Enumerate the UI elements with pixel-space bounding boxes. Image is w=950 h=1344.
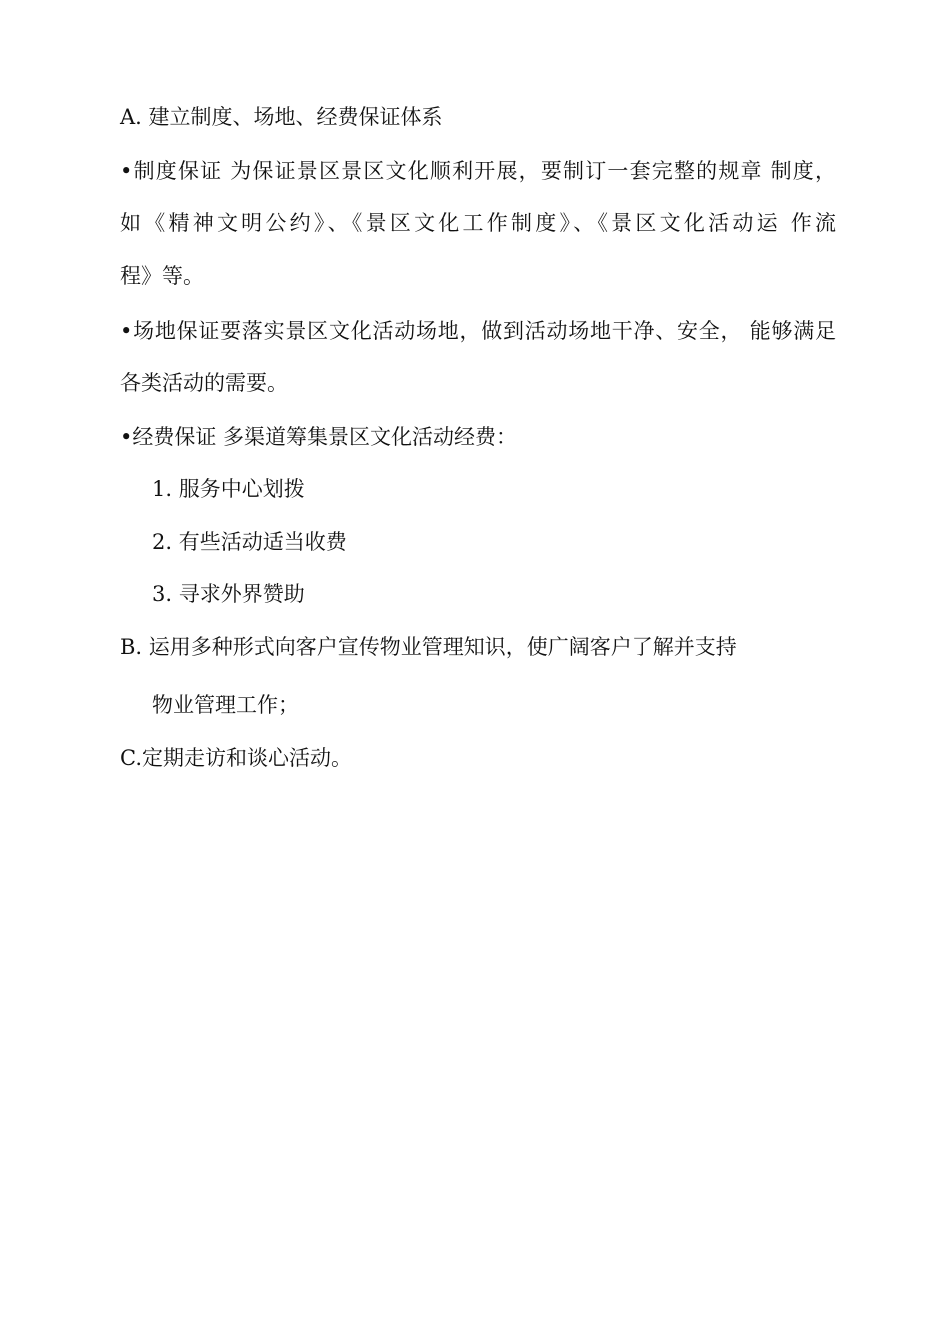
section-b-line-1: B. 运用多种形式向客户宣传物业管理知识，使广阔客户了解并支持 — [120, 635, 737, 659]
funding-item-2: 2. 有些活动适当收费 — [152, 530, 347, 554]
bullet-funding: •经费保证 多渠道筹集景区文化活动经费： — [120, 425, 518, 449]
section-b-line-2: 物业管理工作； — [152, 693, 299, 717]
section-a-heading: A. 建立制度、场地、经费保证体系 — [120, 105, 443, 129]
bullet-system-line-2: 如《精神文明公约》、《景区文化工作制度》、《景区文化活动运 作流 — [120, 211, 836, 235]
section-c-line: C.定期走访和谈心活动。 — [120, 746, 352, 770]
bullet-venue-line-1: •场地保证要落实景区文化活动场地，做到活动场地干净、安全， 能够满足 — [120, 319, 836, 343]
bullet-system-line-1: •制度保证 为保证景区景区文化顺利开展，要制订一套完整的规章 制度， — [120, 159, 836, 183]
bullet-system-line-3: 程》等。 — [120, 264, 204, 288]
bullet-venue-line-2: 各类活动的需要。 — [120, 371, 288, 395]
funding-item-3: 3. 寻求外界赞助 — [152, 582, 305, 606]
funding-item-1: 1. 服务中心划拨 — [152, 477, 305, 501]
